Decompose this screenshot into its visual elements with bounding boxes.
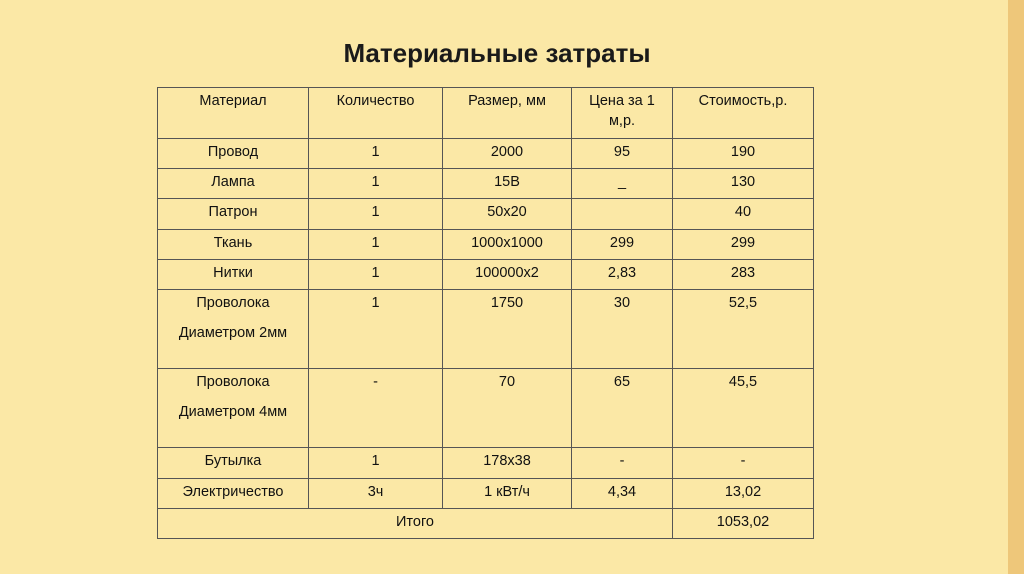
material-subtitle: Диаметром 4мм [178,404,288,420]
cell-material [158,199,309,230]
cell-cost: 40 [673,199,814,230]
cell-quantity: 1 [309,169,443,199]
material-name: Бутылка [204,453,262,469]
table-row [158,230,814,260]
cell-price: 95 [572,139,673,169]
cell-cost: - [673,448,814,479]
cell-quantity: 1 [309,448,443,479]
header-cost: Стоимость,р. [673,88,814,139]
cell-size: 178x38 [443,448,572,479]
header-price: Цена за 1 м,р. [572,88,673,139]
material-name: Лампа [211,174,255,190]
total-label: Итого [158,509,673,539]
cell-quantity: 1 [309,290,443,369]
material-name: Нитки [213,265,253,281]
cell-quantity: 1 [309,260,443,290]
cell-size: 50x20 [443,199,572,230]
cell-cost: 299 [673,230,814,260]
table-row [158,290,814,369]
cell-size: 2000 [443,139,572,169]
cell-material [158,139,309,169]
cell-cost: 283 [673,260,814,290]
header-quantity: Количество [309,88,443,139]
cell-material [158,290,309,369]
cell-price: 30 [572,290,673,369]
table-row [158,448,814,479]
cell-quantity: - [309,369,443,448]
cell-quantity: 3ч [309,479,443,509]
cell-size: 1750 [443,290,572,369]
cell-material [158,260,309,290]
cell-price: _ [572,169,673,199]
cell-price: 4,34 [572,479,673,509]
cell-material [158,230,309,260]
material-name: Проволока [196,295,270,311]
table-header-row [158,88,814,139]
cell-price [572,199,673,230]
total-value: 1053,02 [673,509,814,539]
material-name: Проволока [196,374,270,390]
page-title: Материальные затраты [343,38,651,68]
table-row [158,169,814,199]
table-row [158,479,814,509]
table-row [158,369,814,448]
material-name: Провод [207,144,259,160]
cell-cost: 45,5 [673,369,814,448]
material-name: Ткань [213,235,253,251]
cell-quantity: 1 [309,199,443,230]
table-row [158,260,814,290]
cell-price: 65 [572,369,673,448]
cell-size: 1 кВт/ч [443,479,572,509]
cell-price: - [572,448,673,479]
cell-material [158,448,309,479]
table-row [158,139,814,169]
right-edge-bar [1008,0,1024,574]
cell-cost: 52,5 [673,290,814,369]
cell-price: 2,83 [572,260,673,290]
total-row [158,509,814,539]
header-size: Размер, мм [443,88,572,139]
cell-size: 1000x1000 [443,230,572,260]
material-subtitle: Диаметром 2мм [178,325,288,341]
cell-material [158,369,309,448]
cell-quantity: 1 [309,139,443,169]
material-name: Электричество [182,484,284,500]
cell-size: 100000x2 [443,260,572,290]
table-row [158,199,814,230]
cell-size: 70 [443,369,572,448]
cell-material [158,169,309,199]
header-material: Материал [158,88,309,139]
cell-cost: 13,02 [673,479,814,509]
cell-cost: 190 [673,139,814,169]
cell-size: 15В [443,169,572,199]
materials-table [157,87,814,539]
cell-quantity: 1 [309,230,443,260]
cell-price: 299 [572,230,673,260]
material-name: Патрон [208,204,258,220]
cell-material [158,479,309,509]
cell-cost: 130 [673,169,814,199]
